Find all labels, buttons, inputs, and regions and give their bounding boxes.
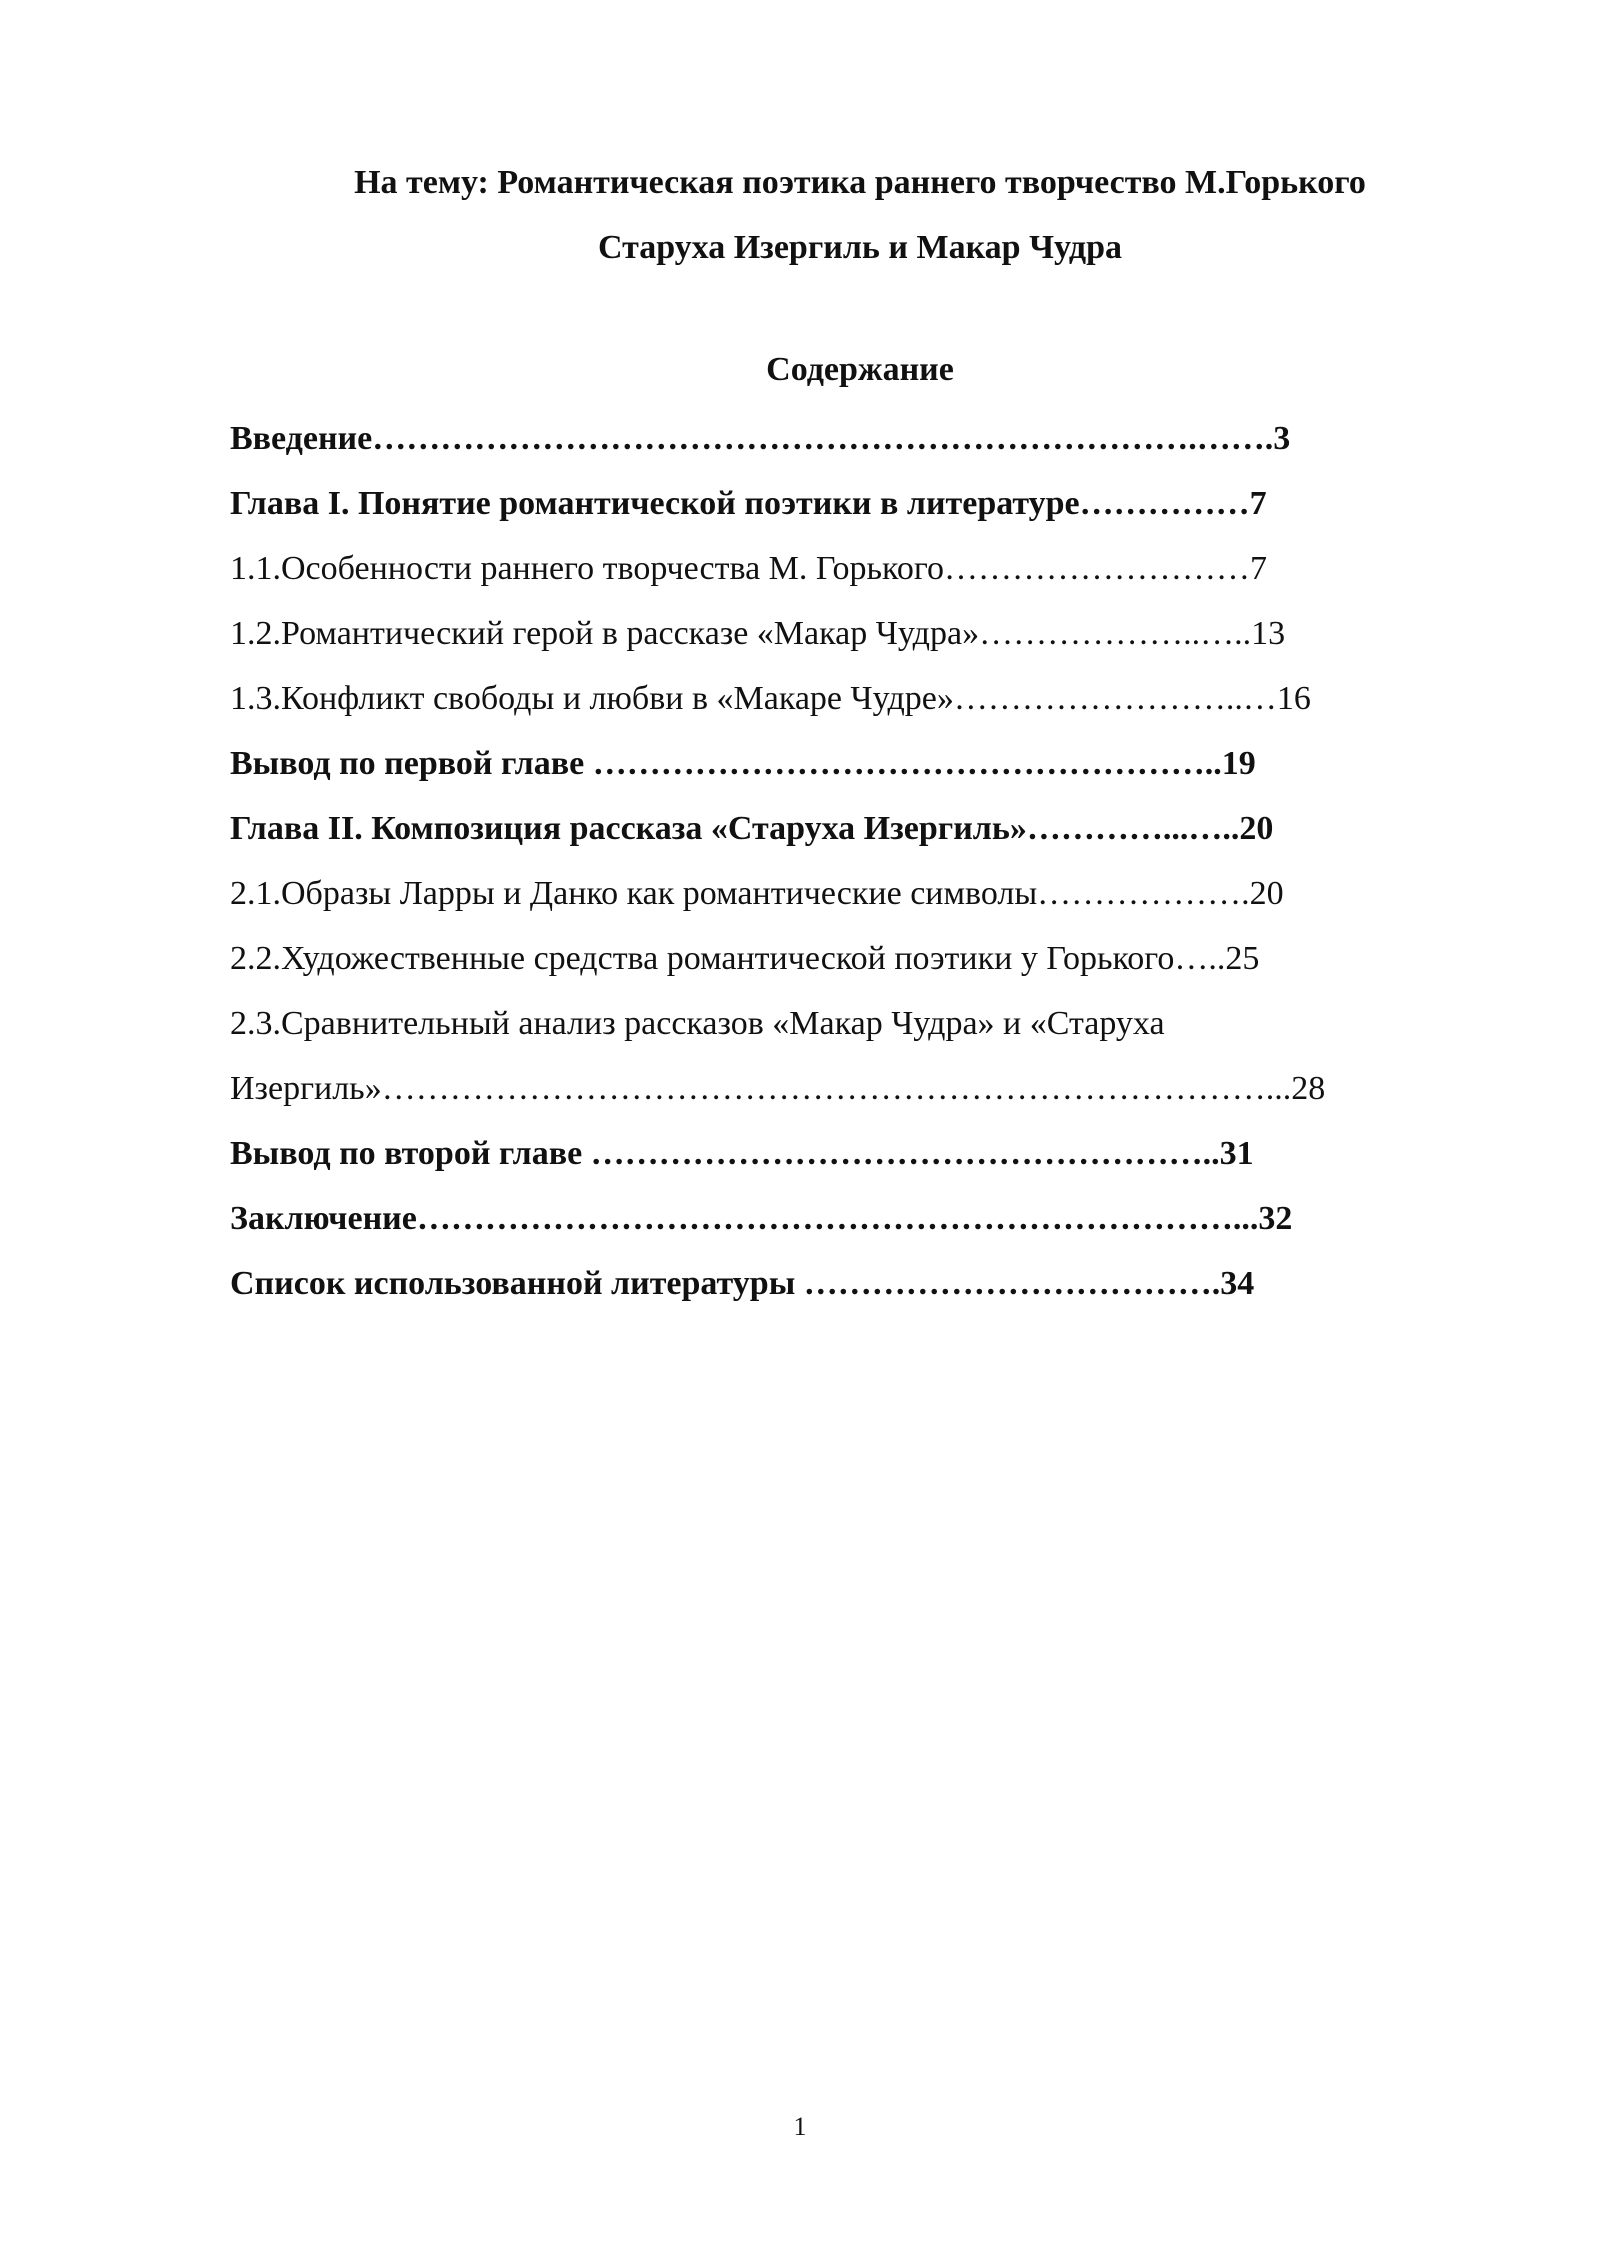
toc-entry-conclusion: Заключение………………………………………………………………...32 (230, 1200, 1293, 1237)
toc-entry-chapter-2-conclusion: Вывод по второй главе ………………………………………………..31 (230, 1135, 1254, 1172)
toc-entry-section-1-2: 1.2.Романтический герой в рассказе «Макар Чудра»………………..…..13 (230, 615, 1286, 652)
title-line-1: На тему: Романтическая поэтика раннего творчество М.Горького (354, 164, 1366, 201)
table-of-contents (230, 406, 1410, 1316)
toc-entry-section-2-3: 2.3.Сравнительный анализ рассказов «Макар Чудра» и «Старуха Изергиль»……………………………………………………………………...28 (230, 1005, 1326, 1107)
page-number: 1 (793, 2112, 807, 2141)
toc-entry-section-2-1: 2.1.Образы Ларры и Данко как романтические символы……………….20 (230, 875, 1284, 912)
toc-heading: Содержание (766, 351, 954, 388)
toc-entry-bibliography: Список использованной литературы ……………………………….34 (230, 1265, 1255, 1302)
toc-entry-chapter-2: Глава II. Композиция рассказа «Старуха Изергиль»…………...…..20 (230, 810, 1274, 847)
document-title (230, 150, 1490, 280)
toc-entry-chapter-1-conclusion: Вывод по первой главе ………………………………………………..19 (230, 745, 1256, 782)
title-line-2: Старуха Изергиль и Макар Чудра (597, 229, 1122, 266)
toc-entry-chapter-1: Глава I. Понятие романтической поэтики в литературе……………7 (230, 485, 1267, 522)
toc-entry-section-1-1: 1.1.Особенности раннего творчества М. Горького………………………7 (230, 550, 1267, 587)
toc-entry-section-2-2: 2.2.Художественные средства романтической поэтики у Горького…..25 (230, 940, 1260, 977)
toc-entry-introduction: Введение……………………………………………………………….…….3 (230, 420, 1291, 457)
toc-entry-section-1-3: 1.3.Конфликт свободы и любви в «Макаре Чудре»……………………..…16 (230, 680, 1311, 717)
